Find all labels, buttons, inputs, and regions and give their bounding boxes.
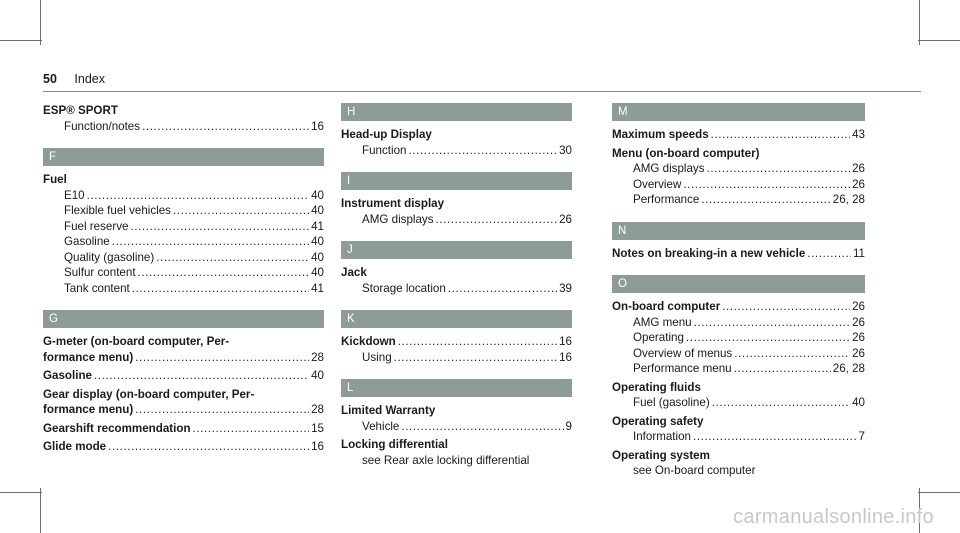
entry-term: Operating fluids	[612, 380, 701, 394]
entry-term: Limited Warranty	[341, 404, 436, 417]
index-entry	[612, 414, 865, 445]
page-reference[interactable]: 16	[311, 440, 324, 453]
section-letter: H	[341, 103, 572, 121]
page-reference[interactable]: 26	[559, 212, 572, 226]
index-column-2	[341, 103, 572, 468]
page-reference[interactable]: 41	[311, 219, 324, 233]
index-row[interactable]	[43, 281, 324, 297]
page-reference[interactable]: 30	[559, 143, 572, 157]
page-reference[interactable]: 40	[311, 188, 324, 202]
index-row[interactable]	[341, 350, 572, 366]
page-reference[interactable]: 40	[311, 250, 324, 264]
entry-label: Gasoline	[64, 235, 110, 248]
entry-term: Operating safety	[612, 414, 704, 428]
entry-label: Function/notes	[64, 119, 141, 133]
page-reference[interactable]: 26, 28	[832, 362, 865, 375]
index-entry	[612, 299, 865, 377]
entry-label: AMG displays	[362, 212, 434, 226]
leader-dots	[734, 361, 831, 377]
page-reference[interactable]: 39	[559, 281, 572, 295]
page-reference[interactable]: 16	[311, 119, 324, 133]
entry-label: Flexible fuel vehicles	[64, 204, 171, 217]
index-entry	[43, 172, 324, 296]
index-entry	[341, 403, 572, 434]
entry-label: Gearshift recommendation	[43, 421, 191, 435]
entry-label: Using	[362, 350, 392, 364]
entry-label: Quality (gasoline)	[64, 250, 155, 264]
section-letter: J	[341, 241, 572, 259]
page-reference[interactable]: 28	[311, 403, 324, 416]
leader-dots	[734, 346, 850, 362]
leader-dots	[707, 161, 851, 177]
page-reference[interactable]: 26, 28	[832, 193, 865, 206]
section-letter: L	[341, 379, 572, 397]
entry-label: Kickdown	[341, 335, 396, 348]
entry-label: Maximum speeds	[612, 128, 709, 141]
entry-label: Performance	[633, 193, 700, 206]
index-row[interactable]	[43, 402, 324, 418]
index-entry	[43, 368, 324, 384]
index-row[interactable]	[43, 439, 324, 455]
entry-term: Locking differential	[341, 438, 448, 451]
section-letter: M	[612, 103, 865, 121]
leader-dots	[142, 119, 309, 135]
page-reference[interactable]: 26	[852, 315, 865, 329]
see-reference[interactable]: see On-board computer	[633, 464, 756, 477]
index-entry	[612, 380, 865, 411]
leader-dots	[398, 334, 557, 350]
page-reference[interactable]: 40	[311, 204, 324, 217]
entry-label: Storage location	[362, 281, 446, 295]
entry-term: Menu (on-board computer)	[612, 146, 760, 160]
entry-label: Overview of menus	[633, 346, 733, 360]
index-row[interactable]	[43, 265, 324, 281]
entry-term: Operating system	[612, 448, 710, 462]
entry-label: AMG displays	[633, 162, 705, 175]
leader-dots	[87, 188, 309, 204]
index-row[interactable]	[341, 143, 572, 159]
index-row[interactable]	[612, 330, 865, 346]
index-entry	[43, 103, 324, 134]
entry-label: Overview	[633, 177, 682, 191]
page-reference[interactable]: 16	[559, 335, 572, 348]
index-row[interactable]	[341, 212, 572, 228]
index-column-3	[612, 103, 865, 479]
entry-label: Glide mode	[43, 440, 107, 453]
page-reference[interactable]: 26	[852, 300, 865, 313]
index-row[interactable]	[43, 119, 324, 135]
leader-dots	[683, 177, 850, 193]
section-letter: F	[43, 148, 324, 166]
page-reference[interactable]: 9	[565, 419, 572, 433]
index-entry	[612, 127, 865, 143]
index-row[interactable]	[43, 350, 324, 366]
leader-dots	[132, 281, 309, 297]
entry-label: Notes on breaking-in a new vehicle	[612, 246, 806, 260]
leader-dots	[173, 203, 309, 219]
crop-mark	[919, 0, 920, 45]
index-row[interactable]	[612, 192, 865, 208]
entry-term: G-meter (on-board computer, Per-	[43, 335, 230, 348]
page-reference[interactable]: 26	[852, 346, 865, 360]
page-reference[interactable]: 40	[311, 235, 324, 248]
entry-label: formance menu)	[43, 403, 134, 416]
leader-dots	[448, 281, 557, 297]
leader-dots	[436, 212, 558, 228]
section-letter: I	[341, 172, 572, 190]
entry-label: Gasoline	[43, 369, 92, 382]
page-reference[interactable]: 43	[852, 128, 865, 141]
index-entry	[612, 246, 865, 262]
leader-dots	[135, 402, 309, 418]
entry-label: Fuel reserve	[64, 219, 129, 233]
index-row[interactable]	[612, 246, 865, 262]
page-reference[interactable]: 26	[852, 177, 865, 191]
entry-label: Operating	[633, 331, 684, 344]
page-reference[interactable]: 40	[852, 396, 865, 409]
index-row[interactable]	[612, 361, 865, 377]
header-rule	[43, 91, 921, 92]
entry-label: Tank content	[64, 281, 130, 295]
section-letter: G	[43, 310, 324, 328]
entry-label: Information	[633, 430, 691, 443]
index-row[interactable]	[43, 234, 324, 250]
entry-term: Fuel	[43, 173, 67, 186]
page-reference[interactable]: 28	[311, 350, 324, 364]
leader-dots	[722, 299, 850, 315]
leader-dots	[711, 127, 850, 143]
index-entry	[43, 421, 324, 437]
page-reference[interactable]: 15	[311, 421, 324, 435]
entry-label: Function	[362, 143, 407, 157]
index-row[interactable]	[341, 281, 572, 297]
index-entry	[612, 448, 865, 479]
index-row[interactable]	[612, 177, 865, 193]
page-reference[interactable]: 40	[311, 369, 324, 382]
crop-mark	[0, 40, 42, 41]
index-entry	[341, 127, 572, 158]
entry-label: Sulfur content	[64, 266, 136, 279]
page-reference[interactable]: 7	[858, 430, 865, 443]
index-row[interactable]	[43, 368, 324, 384]
crop-mark	[40, 488, 41, 533]
entry-label: Performance menu	[633, 362, 732, 375]
leader-dots	[135, 350, 309, 366]
index-entry	[341, 334, 572, 365]
leader-dots	[156, 250, 309, 266]
crop-mark	[0, 492, 42, 493]
section-letter: O	[612, 275, 865, 293]
leader-dots	[408, 143, 557, 159]
index-entry	[43, 439, 324, 455]
index-entry	[43, 387, 324, 418]
page-reference[interactable]: 40	[311, 266, 324, 279]
index-row[interactable]	[341, 334, 572, 350]
leader-dots	[686, 330, 850, 346]
leader-dots	[712, 395, 850, 411]
entry-label: E10	[64, 188, 85, 202]
entry-term: Gear display (on-board computer, Per-	[43, 387, 255, 401]
index-column-1	[43, 103, 324, 455]
leader-dots	[694, 315, 850, 331]
entry-label: Fuel (gasoline)	[633, 396, 710, 409]
index-row[interactable]	[43, 203, 324, 219]
index-row[interactable]	[612, 127, 865, 143]
entry-term: Head-up Display	[341, 128, 432, 141]
entry-label: Vehicle	[362, 419, 400, 433]
index-row[interactable]	[612, 346, 865, 362]
entry-term: Jack	[341, 266, 367, 279]
leader-dots	[138, 265, 310, 281]
index-row[interactable]	[612, 429, 865, 445]
crop-mark	[918, 492, 960, 493]
page-title: Index	[74, 72, 105, 86]
index-row[interactable]	[43, 421, 324, 437]
page-reference[interactable]: 41	[311, 281, 324, 295]
entry-label: formance menu)	[43, 350, 134, 364]
leader-dots	[193, 421, 310, 437]
leader-dots	[112, 234, 309, 250]
see-reference[interactable]: see Rear axle locking differential	[362, 453, 530, 467]
entry-term: Instrument display	[341, 197, 445, 210]
page-header	[43, 72, 105, 86]
crop-mark	[918, 40, 960, 41]
page-reference[interactable]: 26	[852, 162, 865, 175]
index-entry	[43, 334, 324, 365]
leader-dots	[693, 429, 857, 445]
index-row[interactable]	[43, 250, 324, 266]
index-entry	[612, 146, 865, 208]
leader-dots	[94, 368, 309, 384]
leader-dots	[807, 246, 851, 262]
crop-mark	[40, 0, 41, 45]
page-reference[interactable]: 16	[559, 350, 572, 364]
leader-dots	[401, 419, 563, 435]
page-reference[interactable]: 11	[852, 246, 865, 260]
entry-label: AMG menu	[633, 315, 692, 329]
index-entry	[341, 265, 572, 296]
page-reference[interactable]: 26	[852, 331, 865, 344]
index-row[interactable]	[612, 161, 865, 177]
leader-dots	[701, 192, 830, 208]
watermark: carmanualsonline.info	[733, 506, 934, 528]
index-row[interactable]	[612, 315, 865, 331]
section-letter: K	[341, 310, 572, 328]
index-entry	[341, 437, 572, 468]
leader-dots	[394, 350, 557, 366]
entry-label: On-board computer	[612, 300, 721, 313]
index-entry	[341, 196, 572, 227]
index-row[interactable]	[341, 419, 572, 435]
leader-dots	[108, 439, 309, 455]
leader-dots	[130, 219, 309, 235]
section-letter: N	[612, 222, 865, 240]
index-row[interactable]	[43, 188, 324, 204]
index-row[interactable]	[612, 299, 865, 315]
entry-term: ESP® SPORT	[43, 104, 118, 117]
page-number: 50	[43, 72, 57, 86]
index-row[interactable]	[43, 219, 324, 235]
index-row[interactable]	[612, 395, 865, 411]
